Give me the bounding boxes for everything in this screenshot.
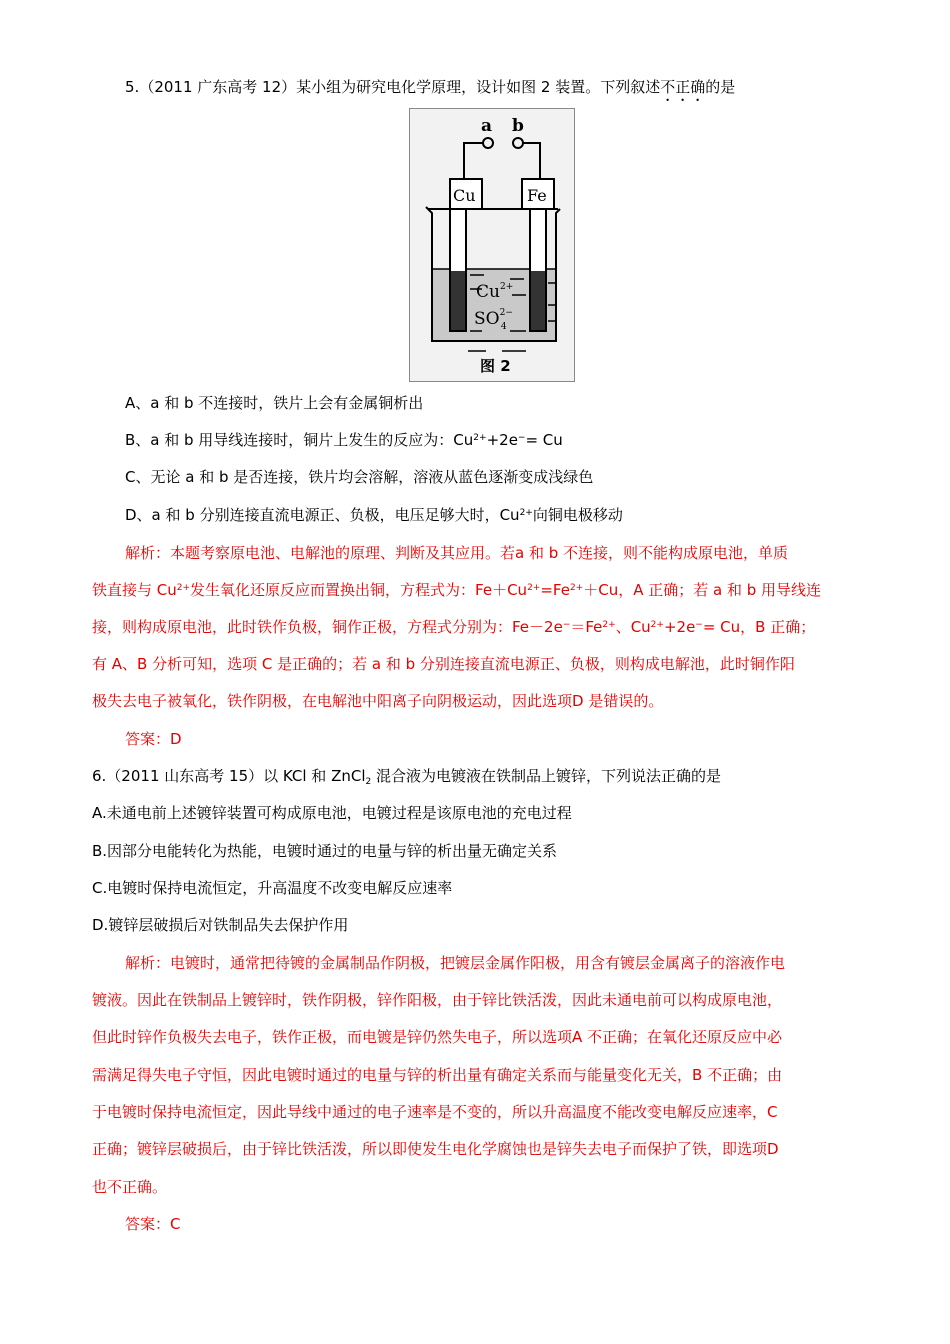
cu-ion-label: $Cu^{2+}$ [476,282,514,302]
q5-analysis-line-5: 极失去电子被氧化，铁作阴极，在电解池中阳离子向阴极运动，因此选项D 是错误的。 [92,692,664,710]
q5-stem-emphasis: 不正确 [660,78,706,96]
q6-analysis-line-3: 但此时锌作负极失去电子，铁作正极，而电镀是锌仍然失电子，所以选项A 不正确；在氧化还原反应中必 [92,1028,783,1046]
sulfate-ion-label: $SO^{2-}$ 4 [474,308,513,332]
q5-stem-text: 某小组为研究电化学原理，设计如图 2 装置。下列叙述 [296,78,661,96]
terminal-b [513,138,523,148]
q6-analysis-line-6: 正确；镀锌层破损后，由于锌比铁活泼，所以即使发生电化学腐蚀也是锌失去电子而保护了铁，即选项D [92,1140,779,1158]
electrochem-apparatus-figure [409,108,575,382]
figure-caption: 图 2 [480,357,511,375]
q6-analysis-line-5: 于电镀时保持电流恒定，因此导线中通过的电子速率是不变的，所以升高温度不能改变电解反应速率，C [92,1103,778,1121]
q5-analysis-line-3: 接，则构成原电池，此时铁作负极，铜作正极，方程式分别为：$Fe-2e^-=Fe^{2+}$、$Cu^{2+}+2e^-= Cu$，B 正确； [92,618,816,636]
q5-analysis-line-1: 解析：本题考察原电池、电解池的原理、判断及其应用。若a 和 b 不连接，则不能构成原电池，单质 [125,544,789,562]
q5-analysis-line-2: 铁直接与 $Cu^{2+}$发生氧化还原反应而置换出铜，方程式为：$Fe+Cu^{2+}=Fe^{2+}+Cu$，A 正确；若 a 和 b 用导线连 [92,581,822,599]
q6-answer: 答案：C [125,1215,181,1233]
q6-option-d: D.镀锌层破损后对铁制品失去保护作用 [92,916,349,934]
q6-analysis-line-1: 解析：电镀时，通常把待镀的金属制品作阴极，把镀层金属作阳极，用含有镀层金属离子的溶液作电 [125,954,786,972]
q5-option-b: B、a 和 b 用导线连接时，铜片上发生的反应为：$Cu^{2+}+2e^-= Cu$ [125,431,563,449]
q5-answer: 答案：D [125,730,182,748]
q5-stem [125,76,735,105]
q5-stem-suffix: 的是 [705,78,736,96]
q5-option-c: C、无论 a 和 b 是否连接，铁片均会溶解，溶液从蓝色逐渐变成浅绿色 [125,468,594,486]
cu-electrode-label: Cu [453,186,476,205]
q5-option-a: A、a 和 b 不连接时，铁片上会有金属铜析出 [125,394,424,412]
q6-analysis-line-4: 需满足得失电子守恒，因此电镀时通过的电量与锌的析出量有确定关系而与能量变化无关，B 不正确；由 [92,1066,783,1084]
terminal-a [483,138,493,148]
terminal-a-label: a [481,116,493,136]
q5-source: （2011 广东高考 12） [139,78,297,96]
q6-stem: 6.（2011 山东高考 15）以 KCl 和 ZnCl$_2$ 混合液为电镀液在铁制品上镀锌，下列说法正确的是 [92,767,722,787]
fe-electrode-label: Fe [527,186,547,205]
q5-option-d: D、a 和 b 分别连接直流电源正、负极，电压足够大时，$Cu^{2+}$向铜电极移动 [125,506,623,524]
wire-left [450,143,483,181]
q6-option-c: C.电镀时保持电流恒定，升高温度不改变电解反应速率 [92,879,453,897]
q5-analysis-line-4: 有 A、B 分析可知，选项 C 是正确的；若 a 和 b 分别连接直流电源正、负极，则构成电解池，此时铜作阳 [92,655,795,673]
q6-option-b: B.因部分电能转化为热能，电镀时通过的电量与锌的析出量无确定关系 [92,842,558,860]
q6-analysis-line-2: 镀液。因此在铁制品上镀锌时，铁作阴极，锌作阳极，由于锌比铁活泼，因此未通电前可以构成原电池， [92,991,783,1009]
terminal-b-label: b [512,116,524,136]
q6-analysis-line-7: 也不正确。 [92,1178,168,1196]
q6-option-a: A.未通电前上述镀锌装置可构成原电池，电镀过程是该原电池的充电过程 [92,804,572,822]
q5-number: 5. [125,78,140,96]
wire-right [523,143,540,181]
